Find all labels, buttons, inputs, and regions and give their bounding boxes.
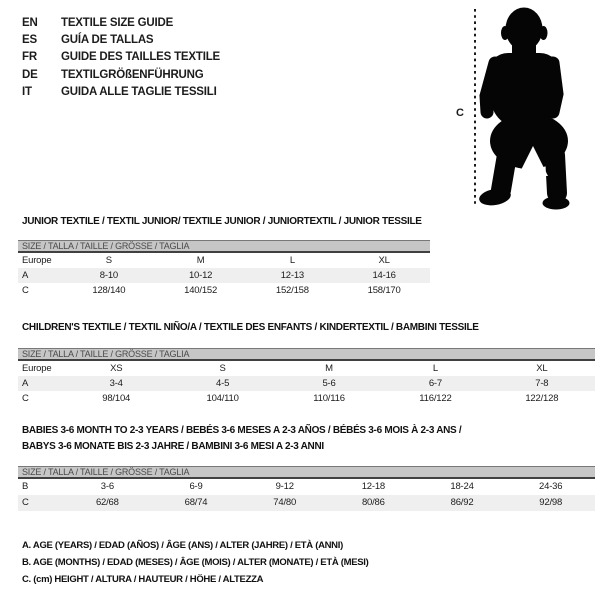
babies-table-title bbox=[22, 423, 461, 454]
language-title-list bbox=[22, 15, 220, 101]
toddler-silhouette bbox=[450, 0, 600, 215]
table-cell: XL bbox=[378, 255, 390, 266]
height-measure-label: C bbox=[456, 107, 464, 119]
table-cell: M bbox=[325, 363, 333, 374]
table-cell: Europe bbox=[22, 363, 52, 374]
table-cell: 92/98 bbox=[539, 497, 563, 508]
table-cell: 7-8 bbox=[535, 378, 549, 389]
language-code: IT bbox=[22, 85, 32, 98]
babies-table-title-line2: BABYS 3-6 MONATE BIS 2-3 JAHRE / BAMBINI 3-6 MESI A 2-3 ANNI bbox=[22, 440, 324, 452]
table-cell: 14-16 bbox=[372, 270, 396, 281]
language-code: FR bbox=[22, 51, 37, 64]
table-cell: 152/158 bbox=[275, 285, 309, 296]
table-cell: C bbox=[22, 285, 29, 296]
table-cell: A bbox=[22, 378, 29, 389]
table-row bbox=[18, 391, 595, 406]
language-row-fr bbox=[22, 49, 220, 66]
table-cell: 158/170 bbox=[367, 285, 401, 296]
table-cell: 4-5 bbox=[216, 378, 230, 389]
table-cell: 8-10 bbox=[99, 270, 118, 281]
table-cell: 24-36 bbox=[539, 481, 563, 492]
language-code: DE bbox=[22, 68, 38, 81]
toddler-silhouette-icon bbox=[450, 0, 600, 215]
table-header-row bbox=[18, 253, 430, 268]
table-cell: 9-12 bbox=[275, 481, 294, 492]
language-row-de bbox=[22, 67, 220, 84]
table-cell: 80/86 bbox=[361, 497, 385, 508]
table-cell: 18-24 bbox=[450, 481, 474, 492]
footnote-c: C. (cm) HEIGHT / ALTURA / HAUTEUR / HÖHE / ALTEZZA bbox=[22, 574, 264, 586]
table-row bbox=[18, 283, 430, 298]
table-cell: 12-13 bbox=[280, 270, 305, 281]
table-cell: M bbox=[196, 255, 205, 266]
size-header-bar: SIZE / TALLA / TAILLE / GRÖSSE / TAGLIA bbox=[18, 348, 595, 361]
language-title: GUIDE DES TAILLES TEXTILE bbox=[61, 51, 220, 64]
table-cell: A bbox=[22, 270, 29, 281]
footnote-b: B. AGE (MONTHS) / EDAD (MESES) / ÂGE (MOIS) / ALTER (MONATE) / ETÀ (MESI) bbox=[22, 557, 369, 569]
junior-size-table bbox=[18, 240, 430, 298]
table-cell: XL bbox=[536, 363, 548, 374]
table-row bbox=[18, 479, 595, 495]
footnote-a: A. AGE (YEARS) / EDAD (AÑOS) / ÂGE (ANS) / ALTER (JAHRE) / ETÀ (ANNI) bbox=[22, 540, 343, 551]
table-cell: 98/104 bbox=[102, 393, 131, 404]
children-table-title: CHILDREN'S TEXTILE / TEXTIL NIÑO/A / TEXTILE DES ENFANTS / KINDERTEXTIL / BAMBINI TESSILE bbox=[22, 322, 479, 333]
babies-table-title-line1: BABIES 3-6 MONTH TO 2-3 YEARS / BEBÉS 3-6 MESES A 2-3 AÑOS / BÉBÉS 3-6 MOIS À 2-3 ANS / bbox=[22, 425, 462, 436]
language-title: TEXTILE SIZE GUIDE bbox=[61, 17, 174, 29]
language-row-it bbox=[22, 84, 220, 101]
language-title: GUIDA ALLE TAGLIE TESSILI bbox=[61, 85, 217, 98]
table-cell: 116/122 bbox=[419, 393, 452, 404]
table-header-row bbox=[18, 361, 595, 376]
table-cell: 104/110 bbox=[206, 393, 239, 404]
table-cell: 140/152 bbox=[184, 285, 218, 296]
children-size-table bbox=[18, 348, 595, 406]
language-row-en bbox=[22, 15, 220, 32]
table-cell: L bbox=[432, 363, 438, 374]
table-cell: 6-7 bbox=[428, 378, 442, 389]
babies-size-table bbox=[18, 466, 595, 511]
table-cell: 3-4 bbox=[109, 378, 123, 389]
language-code: ES bbox=[22, 34, 37, 47]
table-cell: 128/140 bbox=[92, 285, 126, 296]
table-cell: 68/74 bbox=[184, 497, 208, 508]
table-row bbox=[18, 268, 430, 283]
table-cell: XS bbox=[110, 363, 123, 374]
table-cell: 12-18 bbox=[361, 481, 385, 492]
junior-table-title: JUNIOR TEXTILE / TEXTIL JUNIOR/ TEXTILE JUNIOR / JUNIORTEXTIL / JUNIOR TESSILE bbox=[22, 216, 422, 227]
table-row bbox=[18, 495, 595, 511]
table-row bbox=[18, 376, 595, 391]
table-cell: 6-9 bbox=[189, 481, 203, 492]
table-cell: C bbox=[22, 497, 29, 508]
table-cell: C bbox=[22, 393, 29, 404]
table-cell: 3-6 bbox=[100, 481, 114, 492]
table-cell: 62/68 bbox=[95, 497, 119, 508]
table-cell: 86/92 bbox=[450, 497, 474, 508]
table-cell: S bbox=[219, 363, 226, 374]
table-cell: 10-12 bbox=[188, 270, 213, 281]
table-cell: L bbox=[289, 255, 295, 266]
table-cell: 5-6 bbox=[322, 378, 336, 389]
legend-footnotes bbox=[22, 537, 368, 589]
size-header-bar: SIZE / TALLA / TAILLE / GRÖSSE / TAGLIA bbox=[18, 466, 595, 479]
language-title: TEXTILGRÖßENFÜHRUNG bbox=[61, 68, 204, 81]
table-cell: 110/116 bbox=[313, 393, 345, 404]
table-cell: Europe bbox=[22, 255, 52, 266]
table-cell: 122/128 bbox=[525, 393, 559, 404]
size-header-bar: SIZE / TALLA / TAILLE / GRÖSSE / TAGLIA bbox=[18, 240, 430, 253]
language-title: GUÍA DE TALLAS bbox=[61, 34, 154, 47]
language-code: EN bbox=[22, 17, 38, 29]
table-cell: S bbox=[105, 255, 112, 266]
language-row-es bbox=[22, 32, 220, 49]
table-cell: B bbox=[22, 481, 29, 492]
table-cell: 74/80 bbox=[273, 497, 297, 508]
